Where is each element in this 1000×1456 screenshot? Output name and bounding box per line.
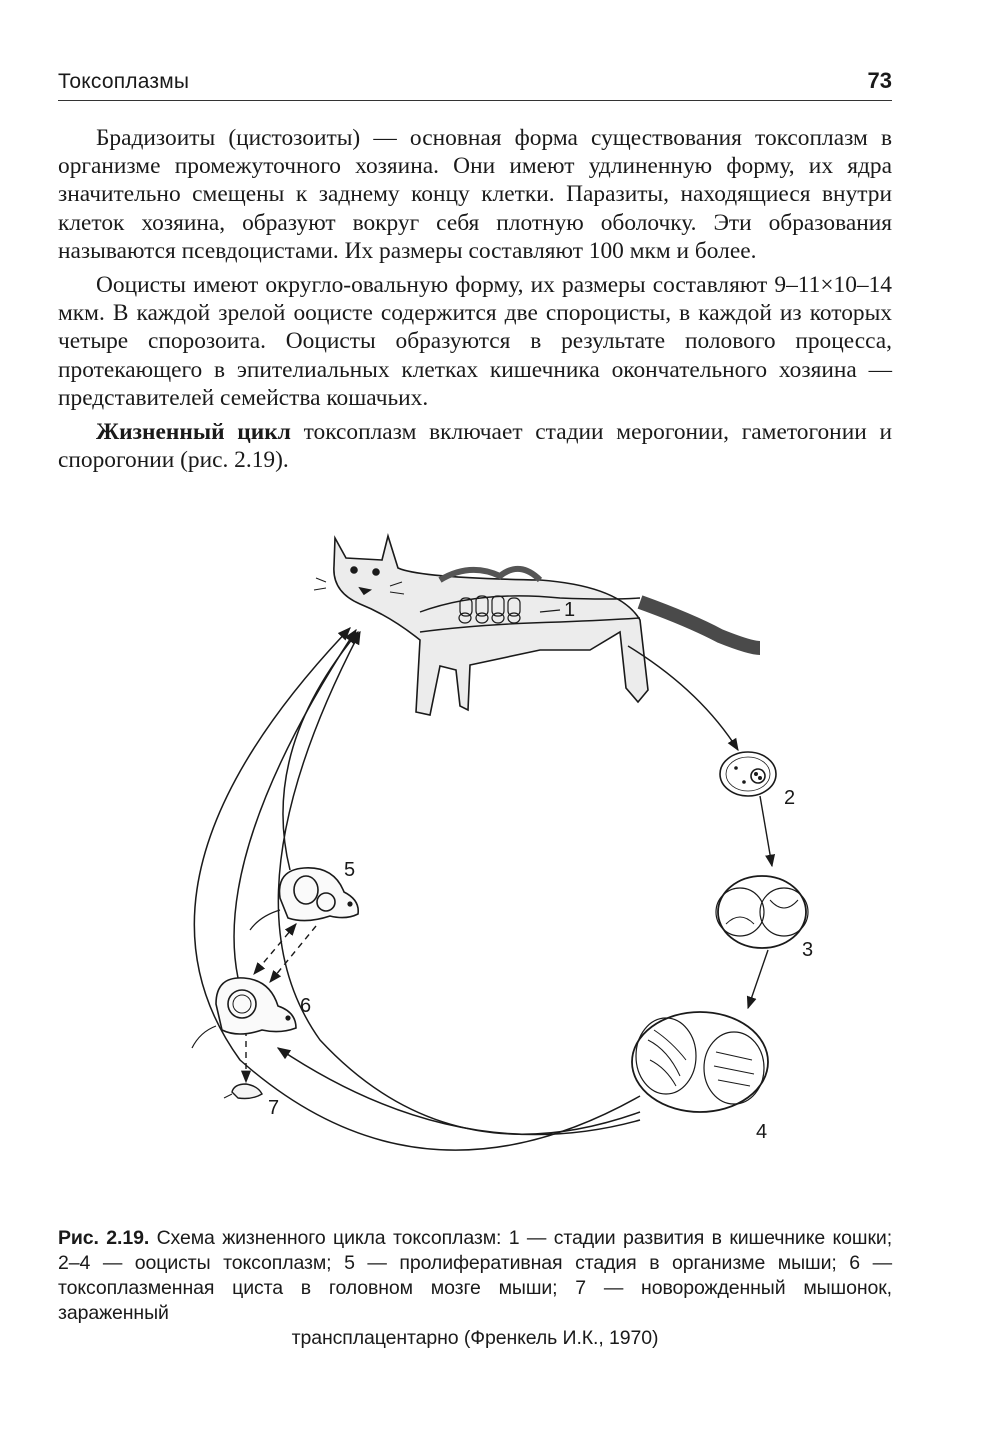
body-text	[58, 124, 892, 480]
mouse-stage-5	[250, 868, 358, 930]
label-3: 3	[802, 939, 814, 961]
cat-illustration	[314, 536, 760, 715]
paragraph-life-cycle	[58, 418, 892, 474]
newborn-mouse-7	[224, 1084, 262, 1099]
life-cycle-diagram	[120, 520, 880, 1180]
caption-label: Рис. 2.19.	[58, 1227, 150, 1249]
oocyst-stage-3	[716, 876, 808, 948]
label-5: 5	[344, 859, 356, 881]
figure-caption	[58, 1226, 892, 1351]
label-1: 1	[564, 599, 576, 621]
label-7: 7	[268, 1097, 280, 1119]
paragraph-bradyzoites: Брадизоиты (цистозоиты) — основная форма существования токсоплазм в организме промежуточного хозяина. Они имеют удлиненную форму, их ядра значительно смещены к заднему концу клетки. Паразиты, находящиеся внутри клеток хозяина, образуют вокруг себя плотную оболочку. Эти образования называются псевдоцистами. Их размеры составляют 100 мкм и более.	[58, 125, 892, 264]
paragraph-life-cycle-text: токсоплазм включает стадии мерогонии, гаметогонии и спорогонии (рис. 2.19).	[58, 419, 892, 474]
label-2: 2	[784, 787, 796, 809]
running-title: Токсоплазмы	[58, 70, 190, 93]
page-number: 73	[867, 68, 892, 93]
oocyst-stage-2	[720, 752, 776, 796]
label-4: 4	[756, 1121, 768, 1143]
oocyst-stage-4	[632, 1012, 768, 1112]
bold-lead-term: Жизненный цикл	[96, 419, 291, 446]
paragraph-oocysts: Ооцисты имеют округло-овальную форму, их размеры составляют 9–11×10–14 мкм. В каждой зрелой ооцисте содержится две спороцисты, в каждой из которых четыре спорозоита. Ооцисты образуются в результате полового процесса, протекающего в эпителиальных клетках кишечника окончательного хозяина — представителей семейства кошачьих.	[58, 272, 892, 411]
transition-arrows-right	[628, 646, 772, 1008]
caption-text-last: трансплацентарно (Френкель И.К., 1970)	[291, 1327, 659, 1349]
running-header	[58, 66, 892, 101]
life-cycle-figure	[120, 520, 880, 1180]
mouse-stage-6	[192, 978, 296, 1048]
label-6: 6	[300, 995, 312, 1017]
caption-text: Схема жизненного цикла токсоплазм: 1 — стадии развития в кишечнике кошки; 2–4 — ооцисты токсоплазм; 5 — пролиферативная стадия в организме мыши; 6 — токсоплазменная циста в головном мозге мыши; 7 — новорожденный мышонок, зараженный	[58, 1227, 893, 1324]
